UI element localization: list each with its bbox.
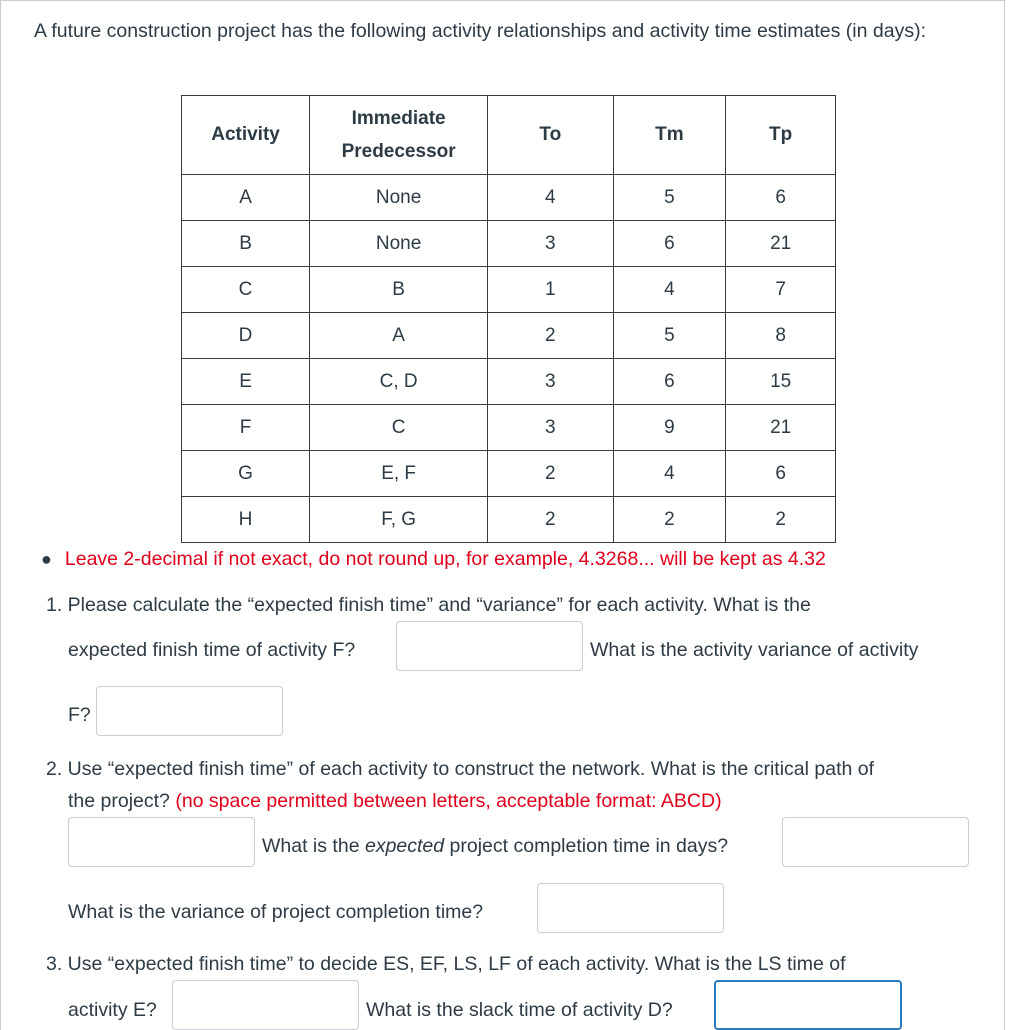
cell-activity: B: [182, 221, 310, 267]
bullet-icon: ●: [41, 549, 52, 569]
cell-to: 3: [488, 359, 613, 405]
slack-activity-d-input[interactable]: [714, 980, 902, 1030]
q2-line2: [68, 786, 722, 816]
cell-tp: 21: [726, 405, 836, 451]
cell-to: 2: [488, 497, 613, 543]
q2-variance-text: What is the variance of project completion time?: [68, 901, 484, 923]
q2-line1: 2. Use “expected finish time” of each activity to construct the network. What is the critical path of: [46, 758, 875, 780]
cell-to: 3: [488, 221, 613, 267]
q2-completion-post: project completion time in days?: [444, 835, 729, 857]
cell-tp: 8: [726, 313, 836, 359]
q2-completion-em: expected: [364, 835, 445, 857]
table-row: [182, 175, 836, 221]
rounding-note: [41, 548, 826, 571]
header-predecessor-line2: Predecessor: [341, 141, 456, 162]
q1-part-a: expected finish time of activity F?: [68, 639, 356, 661]
intro-text: A future construction project has the following activity relationships and activity time estimates (in days):: [34, 20, 926, 42]
ls-activity-e-input[interactable]: [172, 980, 359, 1030]
cell-predecessor: A: [310, 313, 488, 359]
cell-tm: 6: [613, 221, 726, 267]
table-row: [182, 497, 836, 543]
q1-part-b: What is the activity variance of activity: [590, 639, 919, 661]
table-row: [182, 313, 836, 359]
cell-tp: 21: [726, 221, 836, 267]
q3-part-b: What is the slack time of activity D?: [366, 999, 673, 1021]
q1-line1: 1. Please calculate the “expected finish time” and “variance” for each activity. What is the: [46, 594, 811, 616]
cell-activity: A: [182, 175, 310, 221]
cell-predecessor: None: [310, 221, 488, 267]
q3-part-a: activity E?: [68, 999, 157, 1021]
f-variance-input[interactable]: [96, 686, 283, 736]
table-row: [182, 451, 836, 497]
header-tm: Tm: [613, 96, 726, 175]
cell-predecessor: None: [310, 175, 488, 221]
header-tp: Tp: [726, 96, 836, 175]
rounding-note-text: Leave 2-decimal if not exact, do not round up, for example, 4.3268... will be kept as 4.32: [64, 548, 826, 570]
completion-time-input[interactable]: [782, 817, 969, 867]
cell-predecessor: E, F: [310, 451, 488, 497]
q1-part-c: F?: [68, 704, 91, 726]
cell-tm: 9: [613, 405, 726, 451]
table-row: [182, 267, 836, 313]
header-to: To: [488, 96, 613, 175]
table-header-row: [182, 96, 836, 175]
cell-tp: 7: [726, 267, 836, 313]
cell-tm: 2: [613, 497, 726, 543]
cell-to: 3: [488, 405, 613, 451]
q2-completion-text: [262, 831, 728, 861]
cell-to: 4: [488, 175, 613, 221]
cell-tm: 4: [613, 451, 726, 497]
cell-tm: 4: [613, 267, 726, 313]
cell-tp: 2: [726, 497, 836, 543]
q2-format-note: (no space permitted between letters, acceptable format: ABCD): [175, 790, 722, 812]
header-predecessor-line1: Immediate: [351, 108, 446, 129]
cell-activity: D: [182, 313, 310, 359]
cell-tp: 15: [726, 359, 836, 405]
cell-to: 2: [488, 313, 613, 359]
cell-predecessor: C, D: [310, 359, 488, 405]
project-variance-input[interactable]: [537, 883, 724, 933]
table-row: [182, 359, 836, 405]
q3-line1: 3. Use “expected finish time” to decide ES, EF, LS, LF of each activity. What is the LS time of: [46, 953, 846, 975]
cell-tm: 5: [613, 175, 726, 221]
q2-completion-pre: What is the: [262, 835, 365, 857]
cell-tm: 5: [613, 313, 726, 359]
cell-to: 2: [488, 451, 613, 497]
cell-predecessor: B: [310, 267, 488, 313]
cell-to: 1: [488, 267, 613, 313]
header-activity: Activity: [182, 96, 310, 175]
q2-line2-text: the project?: [68, 790, 170, 812]
table-row: [182, 221, 836, 267]
cell-predecessor: C: [310, 405, 488, 451]
activity-table: [181, 95, 836, 543]
cell-tm: 6: [613, 359, 726, 405]
cell-predecessor: F, G: [310, 497, 488, 543]
cell-activity: C: [182, 267, 310, 313]
table-row: [182, 405, 836, 451]
f-expected-time-input[interactable]: [396, 621, 583, 671]
cell-tp: 6: [726, 451, 836, 497]
critical-path-input[interactable]: [68, 817, 255, 867]
cell-tp: 6: [726, 175, 836, 221]
cell-activity: G: [182, 451, 310, 497]
header-predecessor: [310, 96, 488, 175]
cell-activity: E: [182, 359, 310, 405]
cell-activity: F: [182, 405, 310, 451]
cell-activity: H: [182, 497, 310, 543]
